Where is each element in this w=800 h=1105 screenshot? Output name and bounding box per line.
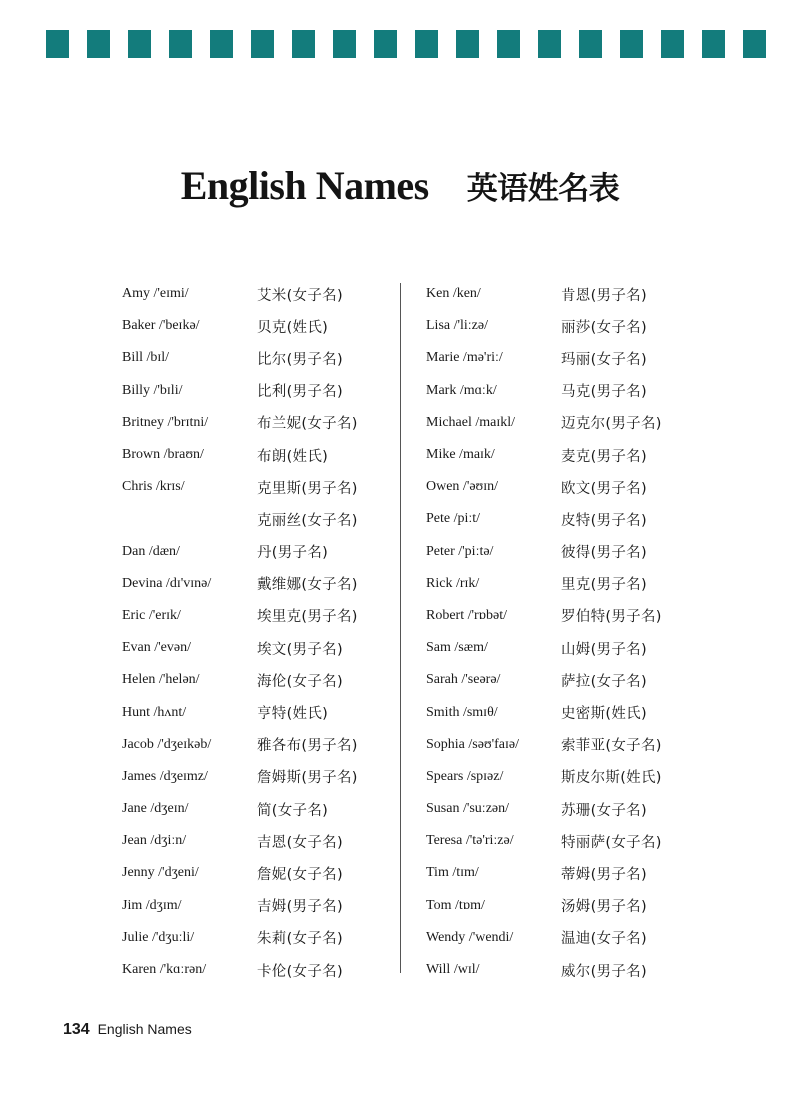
name-entry — [426, 696, 662, 728]
name-entry — [426, 439, 662, 471]
name-entry — [426, 503, 662, 535]
header-block — [169, 30, 192, 58]
name-entry — [122, 439, 358, 471]
name-entry — [122, 857, 358, 889]
header-block — [333, 30, 356, 58]
name-pronunciation: Sophia /səʊ'faɪə/ — [426, 736, 520, 752]
name-pronunciation: Britney /'brɪtni/ — [122, 414, 209, 430]
name-pronunciation: Mark /mɑːk/ — [426, 382, 497, 398]
header-block — [497, 30, 520, 58]
name-chinese-meaning: 斯皮尔斯(姓氏) — [561, 770, 662, 787]
header-block — [579, 30, 602, 58]
name-chinese-meaning: 吉姆(男子名) — [257, 899, 343, 916]
name-entry — [426, 342, 662, 374]
name-chinese-meaning: 麦克(男子名) — [561, 448, 647, 465]
name-chinese-meaning: 里克(男子名) — [561, 577, 647, 594]
header-block — [128, 30, 151, 58]
name-pronunciation: Brown /braʊn/ — [122, 447, 204, 463]
name-pronunciation: Sam /sæm/ — [426, 640, 488, 656]
name-entry — [426, 407, 662, 439]
name-chinese-meaning: 简(女子名) — [257, 802, 329, 819]
name-pronunciation: Wendy /'wendi/ — [426, 929, 514, 945]
name-pronunciation: Jean /dʒiːn/ — [122, 833, 187, 849]
column-divider — [400, 283, 401, 973]
name-pronunciation: Dan /dæn/ — [122, 543, 180, 559]
name-pronunciation: Will /wɪl/ — [426, 962, 480, 978]
name-pronunciation: Devina /dɪ'vɪnə/ — [122, 575, 212, 591]
name-pronunciation: Jane /dʒeɪn/ — [122, 801, 189, 817]
names-column-left — [122, 278, 358, 986]
page-title-chinese: 英语姓名表 — [466, 171, 620, 207]
page-number: 134 — [63, 1021, 90, 1038]
name-entry — [122, 568, 358, 600]
name-chinese-meaning: 史密斯(姓氏) — [561, 706, 647, 723]
name-pronunciation: Smith /smɪθ/ — [426, 704, 498, 720]
name-chinese-meaning: 丹(男子名) — [257, 545, 329, 562]
page-title-english: English Names — [180, 163, 429, 208]
name-entry — [122, 342, 358, 374]
name-entry — [122, 664, 358, 696]
name-entry — [122, 310, 358, 342]
name-entry — [426, 729, 662, 761]
name-chinese-meaning: 彼得(男子名) — [561, 545, 647, 562]
name-entry — [122, 890, 358, 922]
name-entry — [426, 857, 662, 889]
name-entry — [122, 696, 358, 728]
name-chinese-meaning: 皮特(男子名) — [561, 512, 647, 529]
decorative-header-bar — [46, 30, 766, 58]
name-chinese-meaning: 马克(男子名) — [561, 384, 647, 401]
name-pronunciation: Chris /krɪs/ — [122, 479, 185, 495]
name-chinese-meaning: 欧文(男子名) — [561, 480, 647, 497]
name-pronunciation: Jacob /'dʒeɪkəb/ — [122, 736, 212, 752]
name-entry — [426, 761, 662, 793]
name-entry — [122, 825, 358, 857]
name-pronunciation: Tim /tɪm/ — [426, 865, 479, 881]
name-pronunciation: Pete /piːt/ — [426, 511, 481, 527]
name-entry — [122, 793, 358, 825]
name-chinese-meaning: 海伦(女子名) — [257, 673, 343, 690]
name-chinese-meaning: 迈克尔(男子名) — [561, 416, 662, 433]
page-title — [0, 162, 800, 209]
header-block — [87, 30, 110, 58]
header-block — [661, 30, 684, 58]
name-chinese-meaning: 克里斯(男子名) — [257, 480, 358, 497]
name-entry — [122, 536, 358, 568]
name-entry — [122, 954, 358, 986]
name-pronunciation: Mike /maɪk/ — [426, 447, 495, 463]
name-chinese-meaning: 玛丽(女子名) — [561, 351, 647, 368]
name-chinese-meaning: 詹妮(女子名) — [257, 866, 343, 883]
name-chinese-meaning: 苏珊(女子名) — [561, 802, 647, 819]
name-entry — [122, 471, 358, 503]
header-block — [538, 30, 561, 58]
name-chinese-meaning: 布兰妮(女子名) — [257, 416, 358, 433]
name-pronunciation: Sarah /'seərə/ — [426, 672, 501, 688]
name-chinese-meaning: 索菲亚(女子名) — [561, 738, 662, 755]
name-chinese-meaning: 罗伯特(男子名) — [561, 609, 662, 626]
name-entry — [122, 407, 358, 439]
name-chinese-meaning: 戴维娜(女子名) — [257, 577, 358, 594]
name-chinese-meaning: 特丽萨(女子名) — [561, 834, 662, 851]
name-entry — [426, 825, 662, 857]
name-pronunciation: James /dʒeɪmz/ — [122, 768, 208, 784]
name-entry — [122, 503, 358, 535]
name-chinese-meaning: 亨特(姓氏) — [257, 706, 329, 723]
name-entry — [426, 536, 662, 568]
name-chinese-meaning: 蒂姆(男子名) — [561, 866, 647, 883]
name-pronunciation: Jim /dʒɪm/ — [122, 897, 182, 913]
header-block — [210, 30, 233, 58]
name-entry — [122, 761, 358, 793]
name-chinese-meaning: 克丽丝(女子名) — [257, 512, 358, 529]
name-chinese-meaning: 肯恩(男子名) — [561, 287, 647, 304]
header-block — [374, 30, 397, 58]
name-chinese-meaning: 山姆(男子名) — [561, 641, 647, 658]
header-block — [415, 30, 438, 58]
name-chinese-meaning: 汤姆(男子名) — [561, 899, 647, 916]
name-pronunciation: Ken /ken/ — [426, 286, 481, 302]
name-entry — [122, 922, 358, 954]
name-pronunciation: Eric /'erɪk/ — [122, 607, 181, 623]
header-block — [251, 30, 274, 58]
name-pronunciation: Peter /'piːtə/ — [426, 543, 494, 559]
header-block — [743, 30, 766, 58]
name-entry — [426, 310, 662, 342]
name-pronunciation: Evan /'evən/ — [122, 640, 191, 656]
name-chinese-meaning: 朱莉(女子名) — [257, 931, 343, 948]
name-chinese-meaning: 威尔(男子名) — [561, 963, 647, 980]
name-chinese-meaning: 詹姆斯(男子名) — [257, 770, 358, 787]
name-pronunciation: Billy /'bɪli/ — [122, 382, 183, 398]
name-entry — [122, 632, 358, 664]
name-chinese-meaning: 布朗(姓氏) — [257, 448, 329, 465]
name-pronunciation: Baker /'beɪkə/ — [122, 318, 200, 334]
name-pronunciation: Susan /'suːzən/ — [426, 801, 510, 817]
name-pronunciation: Teresa /'tə'riːzə/ — [426, 833, 514, 849]
name-entry — [426, 600, 662, 632]
name-pronunciation: Amy /'eɪmi/ — [122, 286, 189, 302]
name-chinese-meaning: 温迪(女子名) — [561, 931, 647, 948]
name-pronunciation: Karen /'kɑːrən/ — [122, 962, 207, 978]
name-chinese-meaning: 埃里克(男子名) — [257, 609, 358, 626]
name-pronunciation: Bill /bɪl/ — [122, 350, 170, 366]
name-entry — [426, 922, 662, 954]
name-entry — [426, 793, 662, 825]
name-chinese-meaning: 雅各布(男子名) — [257, 738, 358, 755]
name-entry — [122, 729, 358, 761]
name-chinese-meaning: 艾米(女子名) — [257, 287, 343, 304]
name-pronunciation: Tom /tɒm/ — [426, 897, 485, 913]
page-footer — [63, 1021, 192, 1039]
header-block — [456, 30, 479, 58]
name-pronunciation: Rick /rɪk/ — [426, 575, 480, 591]
name-pronunciation: Julie /'dʒuːli/ — [122, 929, 195, 945]
name-chinese-meaning: 比尔(男子名) — [257, 351, 343, 368]
header-block — [702, 30, 725, 58]
name-entry — [426, 471, 662, 503]
name-pronunciation: Jenny /'dʒeni/ — [122, 865, 199, 881]
name-entry — [426, 664, 662, 696]
header-block — [292, 30, 315, 58]
name-chinese-meaning: 丽莎(女子名) — [561, 319, 647, 336]
name-pronunciation: Robert /'rɒbət/ — [426, 607, 507, 623]
name-pronunciation: Helen /'helən/ — [122, 672, 200, 688]
header-block — [46, 30, 69, 58]
name-chinese-meaning: 吉恩(女子名) — [257, 834, 343, 851]
name-entry — [122, 600, 358, 632]
name-entry — [426, 890, 662, 922]
name-entry — [122, 278, 358, 310]
name-entry — [426, 568, 662, 600]
header-block — [620, 30, 643, 58]
name-chinese-meaning: 卡伦(女子名) — [257, 963, 343, 980]
name-pronunciation: Owen /'əʊɪn/ — [426, 479, 499, 495]
running-title: English Names — [97, 1021, 192, 1037]
name-chinese-meaning: 萨拉(女子名) — [561, 673, 647, 690]
name-chinese-meaning: 比利(男子名) — [257, 384, 343, 401]
name-entry — [426, 954, 662, 986]
name-entry — [426, 278, 662, 310]
name-pronunciation: Lisa /'liːzə/ — [426, 318, 489, 334]
name-pronunciation: Spears /spɪəz/ — [426, 768, 504, 784]
name-pronunciation: Michael /maɪkl/ — [426, 414, 516, 430]
name-chinese-meaning: 埃文(男子名) — [257, 641, 343, 658]
name-entry — [426, 632, 662, 664]
name-pronunciation: Marie /mə'riː/ — [426, 350, 503, 366]
names-column-right — [426, 278, 662, 986]
name-entry — [426, 375, 662, 407]
name-chinese-meaning: 贝克(姓氏) — [257, 319, 329, 336]
name-entry — [122, 375, 358, 407]
name-pronunciation: Hunt /hʌnt/ — [122, 704, 187, 720]
